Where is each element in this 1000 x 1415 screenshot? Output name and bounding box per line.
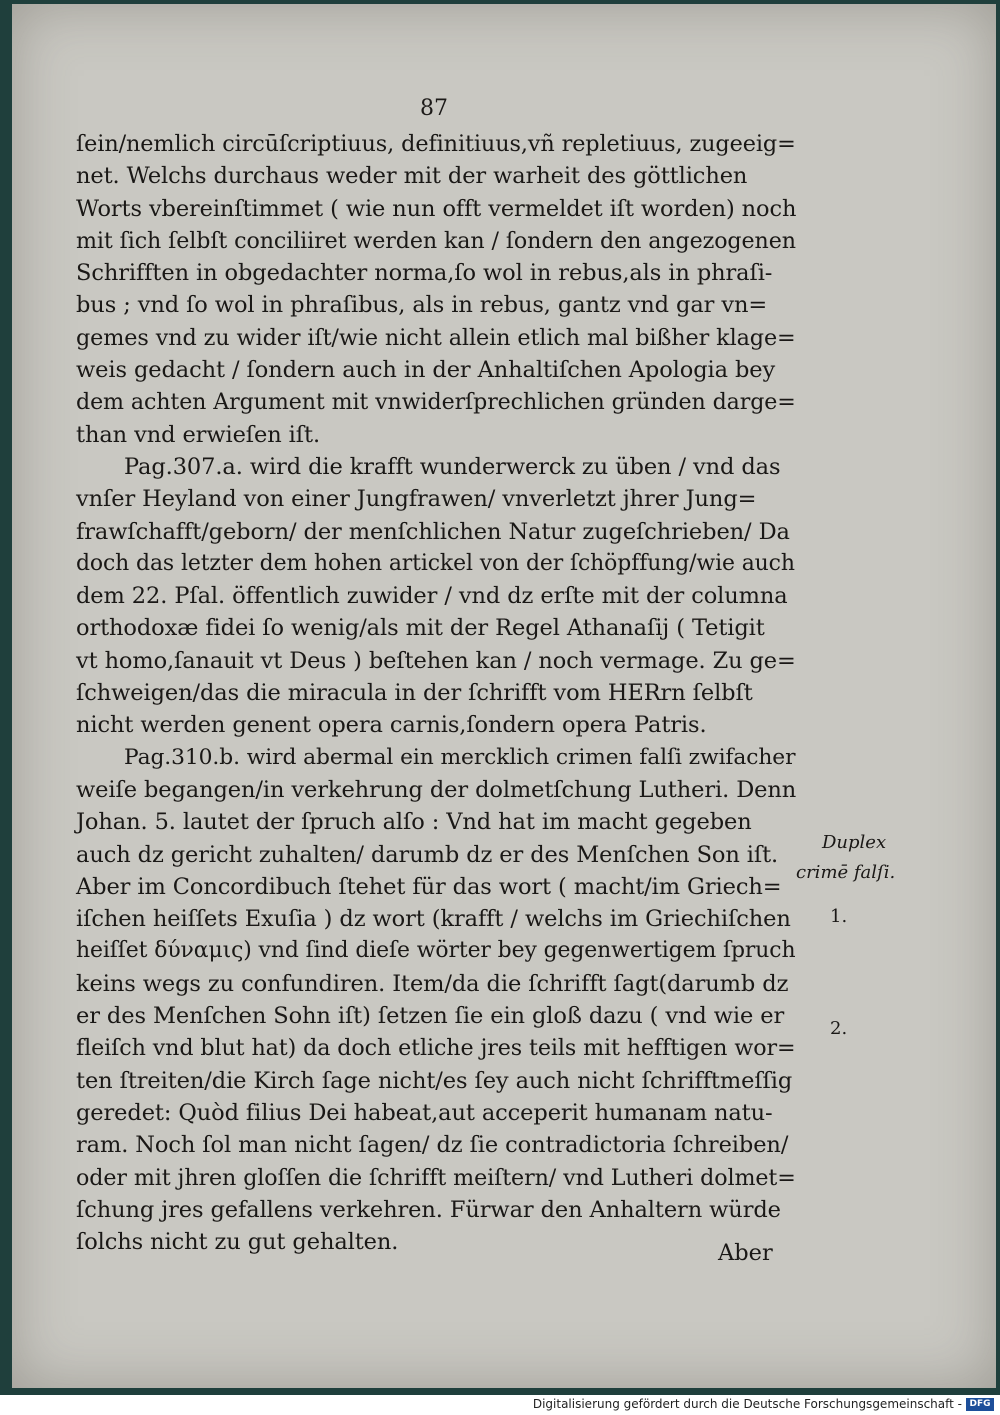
text-line: weiſe begangen/in verkehrung der dolmetſchung Lutheri. Denn [76, 776, 797, 803]
text-line: ram. Noch ſol man nicht ſagen/ dz ſie contradictoria ſchreiben/ [76, 1132, 789, 1159]
text-line: than vnd erwieſen iſt. [76, 421, 320, 448]
text-line: ſchweigen/das die miracula in der ſchrifft vom HERrn ſelbſt [76, 680, 753, 707]
text-line: fleiſch vnd blut hat) da doch etliche jres teils mit hefftigen wor= [76, 1035, 796, 1062]
text-line: auch dz gericht zuhalten/ darumb dz er des Menſchen Son iſt. [76, 841, 779, 868]
marginal-number-1: 1. [830, 906, 848, 927]
text-line: net. Welchs durchaus weder mit der warheit des göttlichen [76, 163, 748, 190]
marginal-note-crimen-falsi: crimē falſi. [796, 862, 896, 883]
text-line: doch das letzter dem hohen artickel von der ſchöpffung/wie auch [76, 550, 795, 576]
dfg-logo: DFG [966, 1398, 994, 1411]
text-line: vnſer Heyland von einer Jungfrawen/ vnverletzt jhrer Jung= [76, 486, 757, 513]
text-line: dem 22. Pſal. öffentlich zuwider / vnd dz erſte mit der columna [76, 583, 788, 610]
text-line: ſein/nemlich circūſcriptiuus, definitiuus,vñ repletiuus, zugeeig= [76, 131, 796, 157]
text-line: Aber im Concordibuch ſtehet für das wort ( macht/im Griech= [76, 873, 782, 900]
text-line: ſolchs nicht zu gut gehalten. [76, 1229, 399, 1256]
text-line: gemes vnd zu wider iſt/wie nicht allein etlich mal bißher klage= [76, 324, 796, 351]
text-line: geredet: Quòd filius Dei habeat,aut acceperit humanam natu- [76, 1099, 773, 1126]
text-line: ſchung jres gefallens verkehren. Fürwar den Anhaltern würde [76, 1196, 781, 1223]
main-text-block [76, 128, 796, 1258]
text-line: orthodoxæ fidei ſo wenig/als mit der Regel Athanaſij ( Tetigit [76, 615, 765, 642]
text-line: keins wegs zu confundiren. Item/da die ſchrifft ſagt(darumb dz [76, 970, 789, 997]
book-page [12, 4, 996, 1388]
text-line: Worts vbereinſtimmet ( wie nun offt vermeldet iſt worden) noch [76, 195, 797, 222]
text-line: ten ſtreiten/die Kirch ſage nicht/es ſey auch nicht ſchrifftmeſſig [76, 1067, 793, 1094]
text-line: Pag.307.a. wird die krafft wunderwerck zu üben / vnd das [124, 453, 781, 480]
text-line: iſchen heiſſets Exuſia ) dz wort (krafft / welchs im Griechiſchen [76, 906, 791, 933]
funding-notice: Digitalisierung gefördert durch die Deutsche Forschungsgemeinschaft - [532, 1397, 962, 1411]
text-line: Johan. 5. lautet der ſpruch alſo : Vnd hat im macht gegeben [76, 809, 752, 836]
text-line: vt homo,ſanauit vt Deus ) beſtehen kan / noch vermage. Zu ge= [76, 647, 796, 674]
text-line: er des Menſchen Sohn iſt) ſetzen ſie ein gloß dazu ( vnd wie er [76, 1003, 785, 1030]
text-line: mit ſich ſelbſt conciliiret werden kan / ſondern den angezogenen [76, 227, 796, 254]
text-line: Schrifften in obgedachter norma,ſo wol in rebus,als in phraſi- [76, 260, 773, 287]
text-line: oder mit jhren gloſſen die ſchrifft meiſtern/ vnd Lutheri dolmet= [76, 1164, 796, 1191]
footer-bar [0, 1395, 1000, 1415]
text-line: frawſchafft/geborn/ der menſchlichen Natur zugeſchrieben/ Da [76, 518, 790, 545]
text-line: dem achten Argument mit vnwiderſprechlichen gründen darge= [76, 389, 796, 416]
text-line: weis gedacht / ſondern auch in der Anhaltiſchen Apologia bey [76, 357, 776, 384]
catchword: Aber [718, 1240, 773, 1266]
text-line: nicht werden genent opera carnis,ſondern opera Patris. [76, 712, 707, 739]
page-number: 87 [420, 96, 448, 121]
text-line: Pag.310.b. wird abermal ein mercklich crimen falſi zwifacher [124, 744, 796, 770]
text-line: bus ; vnd ſo wol in phraſibus, als in rebus, gantz vnd gar vn= [76, 292, 768, 319]
text-line: heiſſet δύναμις) vnd ſind dieſe wörter bey gegenwertigem ſpruch [76, 938, 796, 964]
marginal-note-duplex: Duplex [822, 832, 887, 853]
marginal-number-2: 2. [830, 1018, 848, 1039]
